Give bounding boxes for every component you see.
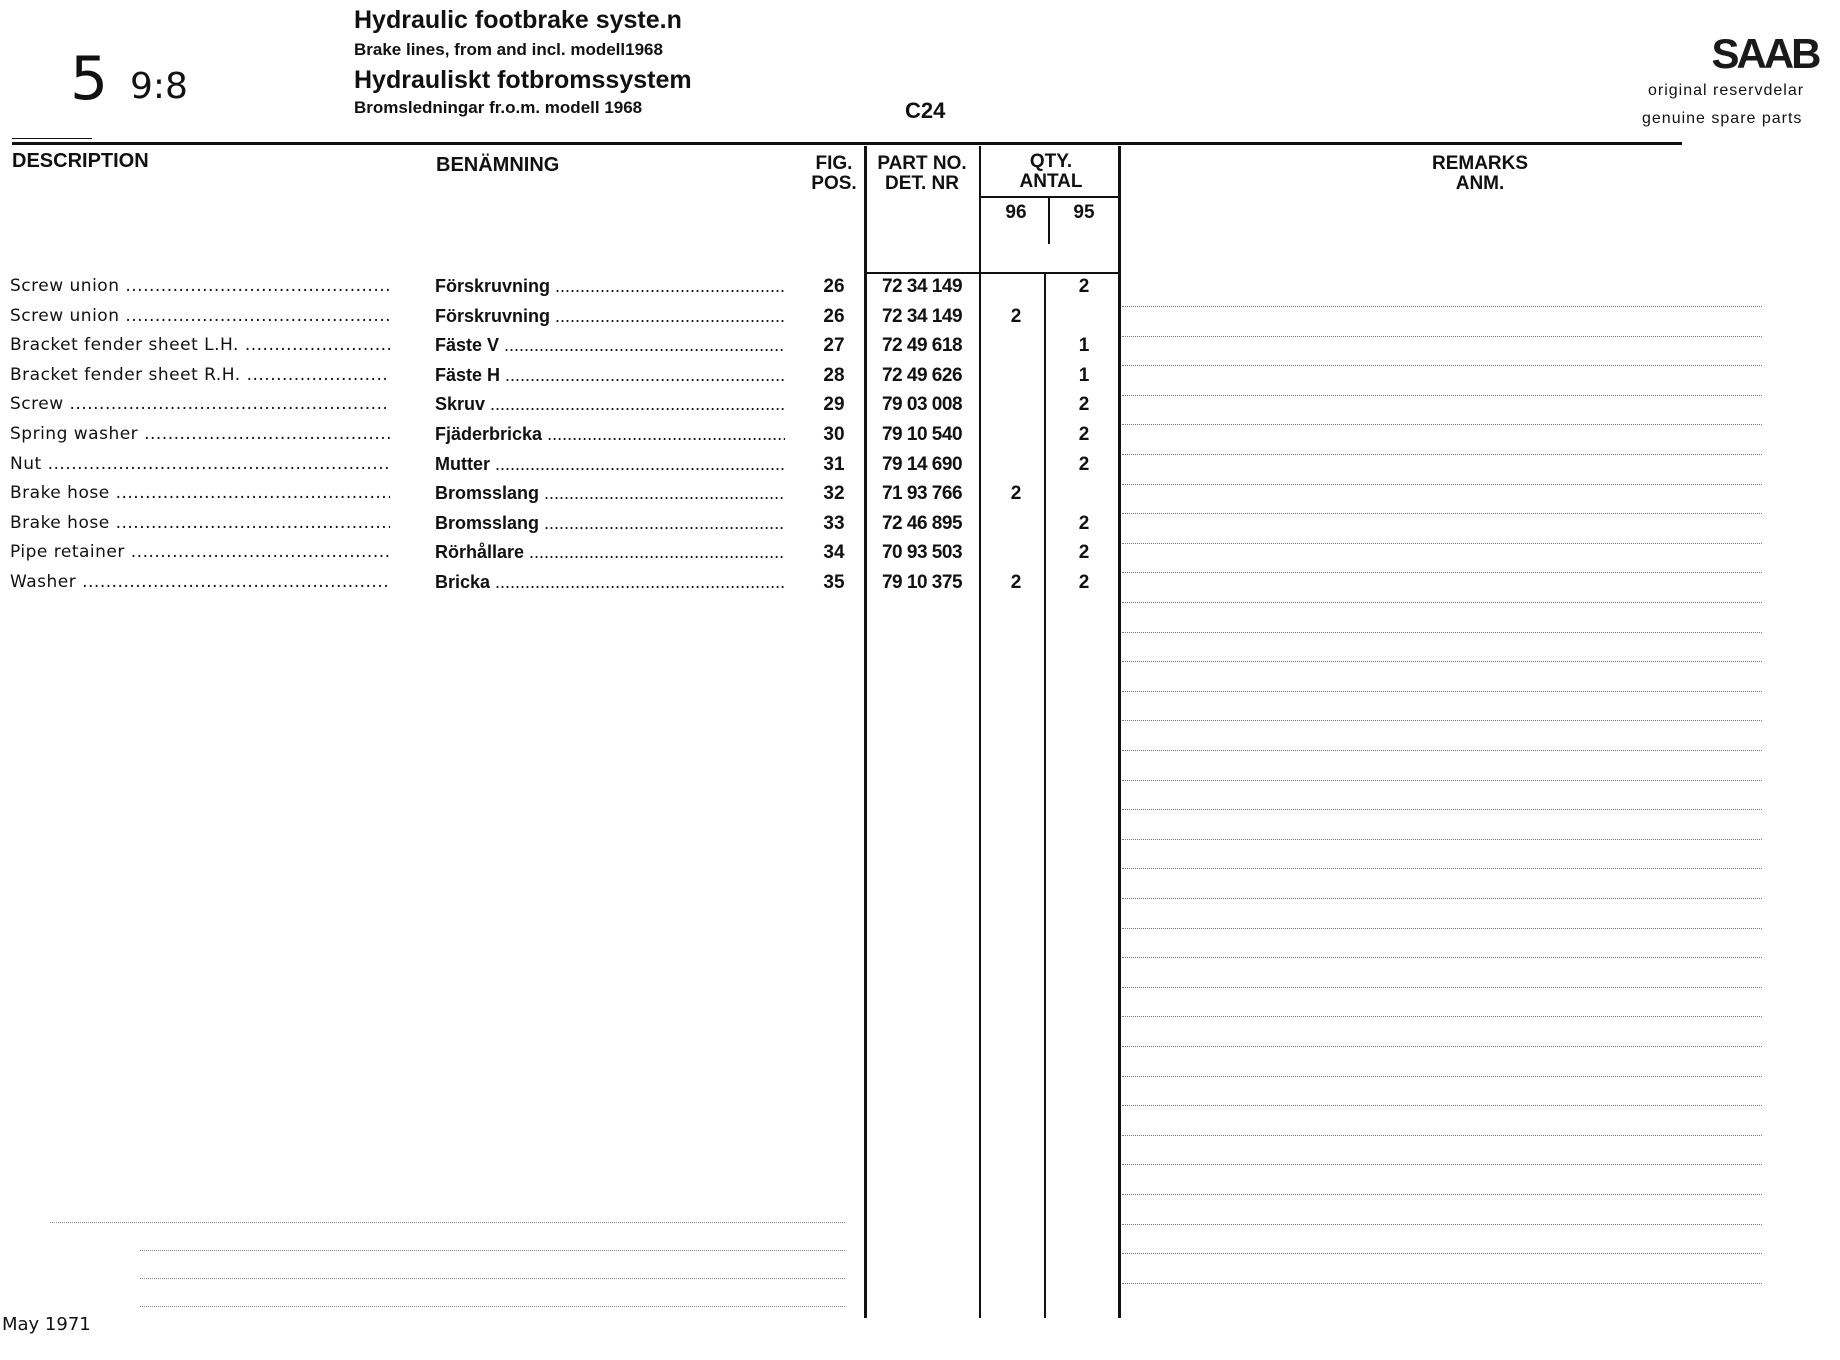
part-number-cell: 72 34 149	[881, 305, 963, 327]
remarks-line	[1122, 1253, 1762, 1254]
column-header-qty-95: 95	[1073, 202, 1095, 223]
remarks-line	[1122, 632, 1762, 633]
qty-95-cell: 1	[1078, 335, 1090, 357]
benamning-cell: Bromsslang .....	[435, 483, 785, 504]
remarks-line	[1122, 809, 1762, 810]
fig-pos-cell: 34	[823, 542, 845, 564]
remarks-line	[1122, 661, 1762, 662]
remarks-line	[1122, 543, 1762, 544]
description-cell: Bracket fender sheet R.H. .....	[10, 365, 390, 385]
description-cell: Screw union .....	[10, 276, 390, 296]
remarks-line	[1122, 898, 1762, 899]
column-header-fig-pos	[806, 154, 862, 194]
description-cell: Brake hose .....	[10, 513, 390, 533]
remarks-line	[1122, 1105, 1762, 1106]
table-row	[0, 276, 1120, 305]
remarks-line	[1122, 602, 1762, 603]
saab-logo	[1690, 32, 1840, 74]
rule-part-header-bottom	[866, 272, 1119, 274]
qty-95-cell: 2	[1078, 572, 1090, 593]
remarks-line	[1122, 572, 1762, 573]
qty-95-cell: 2	[1078, 512, 1090, 534]
remarks-line	[1122, 484, 1762, 485]
column-header-part-no	[866, 154, 978, 194]
benamning-cell: Förskruvning .....	[435, 306, 785, 327]
table-row	[0, 572, 1120, 601]
column-header-qty-96: 96	[1005, 202, 1027, 223]
remarks-line	[1122, 957, 1762, 958]
remarks-header-line1: REMARKS	[1431, 153, 1529, 174]
section-number: 5	[70, 44, 109, 114]
qty-95-cell: 2	[1078, 424, 1090, 445]
logo-subtitle-english: genuine spare parts	[1642, 110, 1803, 127]
fig-header-line1: FIG.	[815, 153, 853, 174]
fig-pos-cell: 27	[823, 335, 845, 357]
description-cell: Nut .....	[10, 454, 390, 474]
description-cell: Spring washer .....	[10, 424, 390, 444]
remarks-line	[1122, 454, 1762, 455]
qty-header-line1: QTY.	[1029, 151, 1073, 172]
blank-line	[140, 1250, 845, 1251]
header-rule-thin	[12, 138, 92, 139]
rule-qty-split	[1048, 198, 1050, 244]
remarks-line	[1122, 365, 1762, 366]
qty-95-cell: 2	[1078, 394, 1090, 416]
benamning-cell: Bricka .....	[435, 572, 785, 593]
rule-qty-header	[981, 196, 1119, 198]
fig-pos-cell: 26	[823, 305, 845, 327]
footer-date: May 1971	[2, 1314, 91, 1335]
part-header-line2: DET. NR	[885, 173, 959, 194]
remarks-line	[1122, 928, 1762, 929]
part-number-cell: 72 34 149	[881, 276, 963, 297]
remarks-line	[1122, 306, 1762, 307]
remarks-line	[1122, 513, 1762, 514]
part-number-cell: 72 49 626	[881, 364, 963, 386]
blank-line	[140, 1306, 845, 1307]
benamning-cell: Fäste H .....	[435, 365, 785, 386]
column-header-qty	[982, 152, 1120, 192]
remarks-line	[1122, 691, 1762, 692]
qty-96-cell: 2	[1010, 572, 1022, 593]
fig-pos-cell: 29	[823, 394, 845, 416]
remarks-line	[1122, 987, 1762, 988]
remarks-line	[1122, 1016, 1762, 1017]
fig-pos-cell: 28	[823, 364, 845, 386]
title-swedish: Hydrauliskt fotbromssystem	[354, 66, 692, 94]
remarks-line	[1122, 1046, 1762, 1047]
qty-95-cell: 2	[1078, 453, 1090, 475]
table-row	[0, 335, 1120, 364]
table-row	[0, 424, 1120, 453]
benamning-cell: Bromsslang .....	[435, 513, 785, 534]
table-row	[0, 365, 1120, 394]
qty-95-cell: 2	[1078, 542, 1090, 564]
fig-pos-cell: 33	[823, 512, 845, 534]
remarks-header-line2: ANM.	[1455, 173, 1505, 194]
remarks-line	[1122, 336, 1762, 337]
logo-subtitle-swedish: original reservdelar	[1648, 82, 1805, 99]
remarks-line	[1122, 1283, 1762, 1284]
remarks-line	[1122, 1076, 1762, 1077]
description-cell: Washer .....	[10, 572, 390, 592]
fig-pos-cell: 26	[823, 276, 845, 297]
remarks-line	[1122, 1194, 1762, 1195]
qty-95-cell: 2	[1078, 276, 1090, 297]
qty-95-cell: 1	[1078, 364, 1090, 386]
remarks-line	[1122, 1164, 1762, 1165]
description-cell: Screw .....	[10, 394, 390, 414]
part-number-cell: 79 03 008	[881, 394, 963, 416]
fig-pos-cell: 35	[823, 572, 845, 593]
table-row	[0, 513, 1120, 542]
part-number-cell: 72 49 618	[881, 335, 963, 357]
part-number-cell: 79 10 540	[881, 424, 963, 445]
benamning-cell: Skruv .....	[435, 394, 785, 415]
benamning-cell: Fjäderbricka .....	[435, 424, 785, 445]
part-number-cell: 79 14 690	[881, 453, 963, 475]
benamning-cell: Förskruvning .....	[435, 276, 785, 297]
remarks-line	[1122, 395, 1762, 396]
qty-header-line2: ANTAL	[1019, 171, 1083, 192]
remarks-line	[1122, 780, 1762, 781]
benamning-cell: Rörhållare .....	[435, 542, 785, 563]
subtitle-swedish: Bromsledningar fr.o.m. modell 1968	[354, 98, 643, 117]
benamning-cell: Mutter .....	[435, 454, 785, 475]
qty-96-cell: 2	[1010, 305, 1022, 327]
part-header-line1: PART NO.	[877, 153, 967, 174]
fig-pos-cell: 31	[823, 453, 845, 475]
column-header-remarks	[1380, 154, 1580, 194]
model-code: C24	[905, 98, 946, 123]
benamning-cell: Fäste V .....	[435, 335, 785, 356]
remarks-line	[1122, 720, 1762, 721]
description-cell: Screw union .....	[10, 306, 390, 326]
header-rule	[12, 142, 1682, 145]
column-header-benamning: BENÄMNING	[436, 154, 560, 176]
blank-line	[140, 1278, 845, 1279]
description-cell: Pipe retainer .....	[10, 542, 390, 562]
fig-header-line2: POS.	[811, 173, 857, 194]
table-row	[0, 542, 1120, 571]
remarks-line	[1122, 868, 1762, 869]
part-number-cell: 79 10 375	[881, 572, 963, 593]
blank-line	[50, 1222, 845, 1223]
description-cell: Brake hose .....	[10, 483, 390, 503]
page-number: 9:8	[130, 66, 188, 107]
table-row	[0, 483, 1120, 512]
qty-96-cell: 2	[1010, 483, 1022, 505]
part-number-cell: 70 93 503	[881, 542, 963, 564]
subtitle-english: Brake lines, from and incl. modell1968	[354, 40, 663, 59]
title-english: Hydraulic footbrake syste.n	[354, 6, 682, 34]
column-header-description: DESCRIPTION	[12, 150, 149, 172]
remarks-line	[1122, 750, 1762, 751]
part-number-cell: 71 93 766	[881, 483, 963, 505]
remarks-line	[1122, 839, 1762, 840]
remarks-line	[1122, 1135, 1762, 1136]
table-row	[0, 306, 1120, 335]
remarks-line	[1122, 1224, 1762, 1225]
remarks-line	[1122, 424, 1762, 425]
fig-pos-cell: 32	[823, 483, 845, 505]
part-number-cell: 72 46 895	[881, 512, 963, 534]
fig-pos-cell: 30	[823, 424, 845, 445]
table-row	[0, 394, 1120, 423]
table-row	[0, 454, 1120, 483]
description-cell: Bracket fender sheet L.H. .....	[10, 335, 390, 355]
saab-logo-text: SAAB	[1711, 32, 1819, 74]
